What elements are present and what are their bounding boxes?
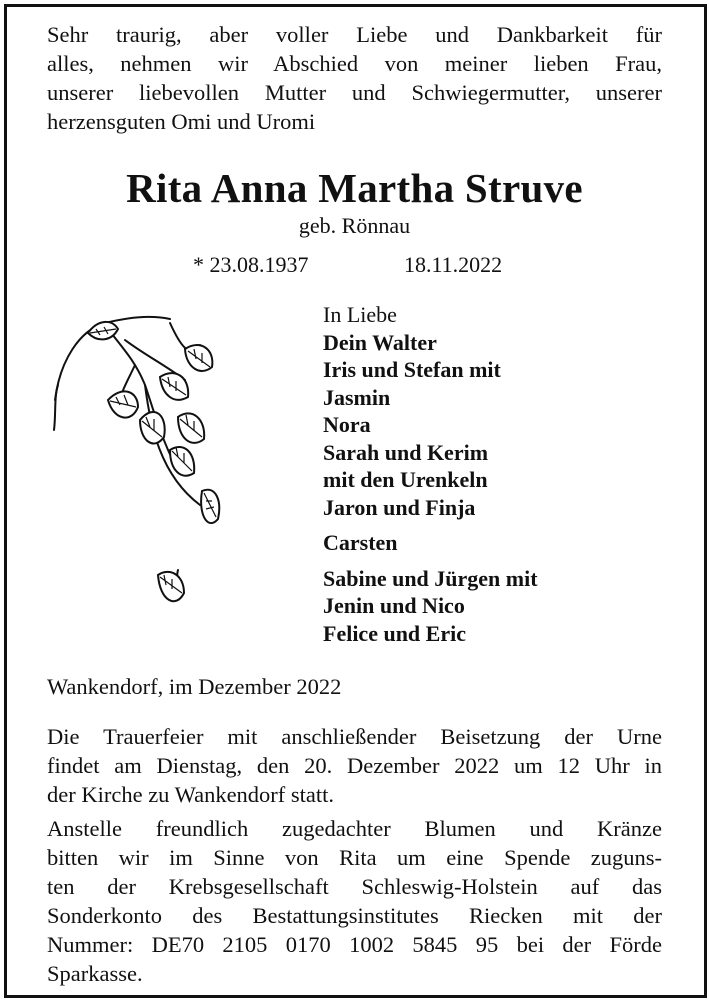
donation-line: ten der Krebsgesellschaft Schleswig-Holstein auf das — [47, 874, 662, 899]
donation-paragraph — [47, 814, 662, 988]
mourner-name: Sarah und Kerim — [323, 439, 489, 465]
mourner-name: Felice und Eric — [323, 620, 466, 646]
intro-text — [47, 20, 662, 136]
mourner-name: Jaron und Finja — [323, 494, 476, 520]
intro-line: unserer liebevollen Mutter und Schwiegermutter, unserer — [47, 80, 662, 105]
donation-line: Sonderkonto des Bestattungsinstitutes Riecken mit der — [47, 903, 662, 928]
donation-line: Anstelle freundlich zugedachter Blumen und Kränze — [47, 816, 662, 841]
place-date: Wankendorf, im Dezember 2022 — [47, 674, 342, 699]
death-date: 18.11.2022 — [404, 252, 503, 277]
donation-line: Nummer: DE70 2105 0170 1002 5845 95 bei der Förde — [47, 932, 662, 957]
birth-name: geb. Rönnau — [298, 213, 411, 238]
mourner-name: Jenin und Nico — [323, 593, 465, 618]
deceased-name: Rita Anna Martha Struve — [126, 165, 583, 211]
birth-date: * 23.08.1937 — [193, 252, 309, 277]
donation-line: Sparkasse. — [47, 961, 143, 986]
mourner-name: Jasmin — [323, 384, 391, 410]
mourner-name: mit den Urenkeln — [323, 467, 488, 492]
funeral-line: findet am Dienstag, den 20. Dezember 2022 um 12 Uhr in — [47, 753, 662, 778]
mourner-name: Carsten — [323, 530, 398, 555]
donation-line: bitten wir im Sinne von Rita um eine Spende zuguns- — [47, 845, 662, 870]
mourners-list — [323, 301, 538, 647]
mourners-intro: In Liebe — [323, 302, 397, 327]
mourner-name: Sabine und Jürgen mit — [323, 565, 538, 591]
funeral-line: Die Trauerfeier mit anschließender Beisetzung der Urne — [47, 724, 662, 749]
birch-branch-icon — [50, 305, 230, 650]
intro-line: Sehr traurig, aber voller Liebe und Dankbarkeit für — [47, 22, 662, 47]
mourner-name: Iris und Stefan mit — [323, 357, 501, 382]
mourner-name: Nora — [323, 412, 371, 437]
mourner-name: Dein Walter — [323, 329, 437, 355]
intro-line: herzensguten Omi und Uromi — [47, 109, 316, 134]
funeral-line: der Kirche zu Wankendorf statt. — [47, 782, 335, 807]
intro-line: alles, nehmen wir Abschied von meiner lieben Frau, — [47, 51, 662, 76]
funeral-paragraph — [47, 722, 662, 809]
